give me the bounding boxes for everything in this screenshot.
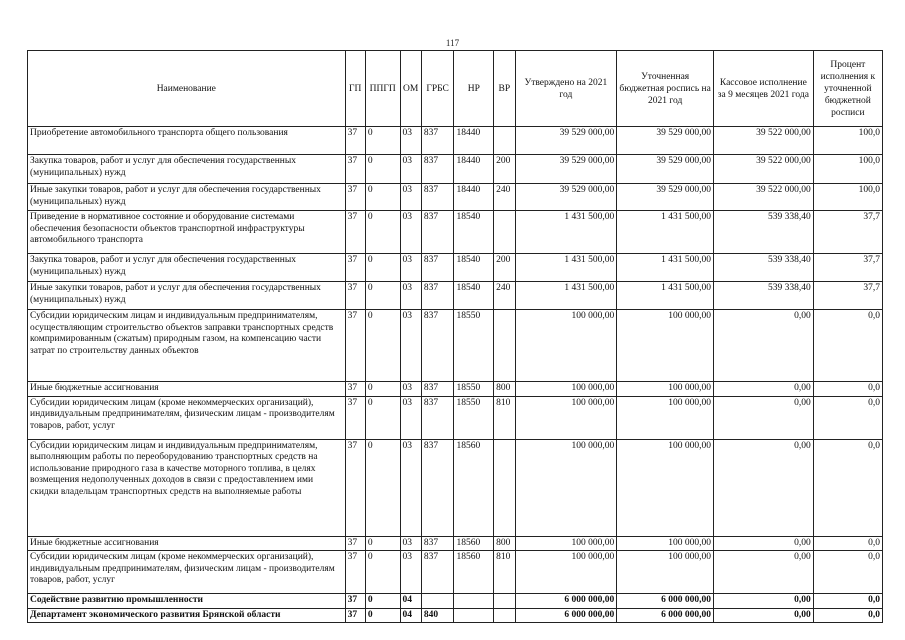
cell-cash: 539 338,40 [713, 282, 813, 310]
cell-approved: 100 000,00 [515, 310, 617, 382]
cell-om: 03 [400, 551, 421, 594]
table-row [28, 310, 883, 382]
cell-cash: 39 522 000,00 [713, 155, 813, 184]
cell-cash: 539 338,40 [713, 254, 813, 282]
table-row [28, 536, 883, 551]
cell-specified: 39 529 000,00 [617, 127, 714, 155]
table-row [28, 608, 883, 623]
table-row [28, 155, 883, 184]
cell-om: 04 [400, 608, 421, 623]
cell-cash: 0,00 [713, 396, 813, 439]
cell-percent: 100,0 [813, 127, 882, 155]
cell-specified: 6 000 000,00 [617, 594, 714, 609]
cell-om: 04 [400, 594, 421, 609]
cell-specified: 100 000,00 [617, 396, 714, 439]
cell-nr: 18560 [454, 536, 494, 551]
cell-ppgp: 0 [365, 211, 400, 254]
cell-gp: 37 [345, 310, 365, 382]
table-row [28, 551, 883, 594]
cell-name: Иные закупки товаров, работ и услуг для обеспечения государственных (муниципальных) нужд [28, 282, 346, 310]
cell-specified: 39 529 000,00 [617, 155, 714, 184]
cell-grbs: 837 [421, 254, 454, 282]
table-row [28, 127, 883, 155]
cell-percent: 0,0 [813, 608, 882, 623]
cell-percent: 0,0 [813, 536, 882, 551]
cell-approved: 39 529 000,00 [515, 184, 617, 211]
cell-vr: 200 [494, 254, 515, 282]
cell-ppgp: 0 [365, 127, 400, 155]
cell-cash: 0,00 [713, 608, 813, 623]
cell-grbs: 837 [421, 155, 454, 184]
table-row [28, 211, 883, 254]
cell-vr: 240 [494, 184, 515, 211]
header-specified: Уточненная бюджетная роспись на 2021 год [617, 51, 714, 127]
cell-ppgp: 0 [365, 536, 400, 551]
cell-approved: 100 000,00 [515, 439, 617, 536]
cell-cash: 0,00 [713, 594, 813, 609]
cell-grbs: 837 [421, 382, 454, 397]
cell-name: Содействие развитию промышленности [28, 594, 346, 609]
cell-specified: 6 000 000,00 [617, 608, 714, 623]
table-row [28, 184, 883, 211]
page-number: 117 [445, 38, 460, 48]
cell-cash: 0,00 [713, 382, 813, 397]
header-ppgp: ППГП [365, 51, 400, 127]
cell-vr: 800 [494, 382, 515, 397]
cell-cash: 39 522 000,00 [713, 127, 813, 155]
cell-ppgp: 0 [365, 382, 400, 397]
cell-percent: 0,0 [813, 382, 882, 397]
cell-om: 03 [400, 184, 421, 211]
cell-nr: 18550 [454, 396, 494, 439]
cell-percent: 100,0 [813, 155, 882, 184]
table-row [28, 396, 883, 439]
cell-grbs: 837 [421, 282, 454, 310]
cell-approved: 6 000 000,00 [515, 594, 617, 609]
cell-nr: 18550 [454, 382, 494, 397]
cell-specified: 39 529 000,00 [617, 184, 714, 211]
cell-vr [494, 127, 515, 155]
cell-ppgp: 0 [365, 439, 400, 536]
cell-om: 03 [400, 155, 421, 184]
cell-vr: 810 [494, 396, 515, 439]
cell-vr: 800 [494, 536, 515, 551]
cell-ppgp: 0 [365, 396, 400, 439]
cell-approved: 6 000 000,00 [515, 608, 617, 623]
cell-name: Субсидии юридическим лицам (кроме некоммерческих организаций), индивидуальным предпринимателям, физическим лицам - производителям товаров, работ, услуг [28, 551, 346, 594]
cell-cash: 0,00 [713, 439, 813, 536]
cell-gp: 37 [345, 155, 365, 184]
cell-percent: 0,0 [813, 396, 882, 439]
cell-om: 03 [400, 439, 421, 536]
cell-name: Закупка товаров, работ и услуг для обеспечения государственных (муниципальных) нужд [28, 254, 346, 282]
cell-percent: 0,0 [813, 439, 882, 536]
cell-gp: 37 [345, 254, 365, 282]
cell-om: 03 [400, 254, 421, 282]
cell-nr: 18440 [454, 184, 494, 211]
cell-specified: 100 000,00 [617, 382, 714, 397]
cell-name: Субсидии юридическим лицам и индивидуальным предпринимателям, осуществляющим строительство объектов заправки транспортных средств компримированным (сжатым) природным газом, на компенсацию части затрат по строительству данных объектов [28, 310, 346, 382]
cell-nr: 18440 [454, 127, 494, 155]
header-approved: Утверждено на 2021 год [515, 51, 617, 127]
cell-vr [494, 439, 515, 536]
cell-om: 03 [400, 282, 421, 310]
cell-grbs: 837 [421, 310, 454, 382]
cell-percent: 0,0 [813, 594, 882, 609]
cell-vr [494, 310, 515, 382]
cell-grbs: 837 [421, 184, 454, 211]
cell-cash: 39 522 000,00 [713, 184, 813, 211]
cell-gp: 37 [345, 439, 365, 536]
table-row [28, 594, 883, 609]
cell-grbs: 837 [421, 551, 454, 594]
header-om: ОМ [400, 51, 421, 127]
cell-cash: 0,00 [713, 310, 813, 382]
cell-nr: 18560 [454, 551, 494, 594]
header-vr: ВР [494, 51, 515, 127]
header-gp: ГП [345, 51, 365, 127]
cell-grbs: 837 [421, 396, 454, 439]
cell-grbs: 837 [421, 211, 454, 254]
cell-ppgp: 0 [365, 594, 400, 609]
cell-nr [454, 608, 494, 623]
cell-ppgp: 0 [365, 310, 400, 382]
cell-approved: 100 000,00 [515, 536, 617, 551]
cell-name: Приобретение автомобильного транспорта общего пользования [28, 127, 346, 155]
cell-name: Субсидии юридическим лицам (кроме некоммерческих организаций), индивидуальным предпринимателям, физическим лицам - производителям товаров, работ, услуг [28, 396, 346, 439]
cell-gp: 37 [345, 536, 365, 551]
cell-vr [494, 608, 515, 623]
table-row [28, 254, 883, 282]
budget-table [27, 50, 883, 623]
cell-approved: 1 431 500,00 [515, 211, 617, 254]
cell-specified: 1 431 500,00 [617, 211, 714, 254]
cell-ppgp: 0 [365, 608, 400, 623]
cell-grbs: 837 [421, 536, 454, 551]
cell-cash: 539 338,40 [713, 211, 813, 254]
cell-cash: 0,00 [713, 551, 813, 594]
cell-percent: 100,0 [813, 184, 882, 211]
cell-specified: 1 431 500,00 [617, 282, 714, 310]
cell-gp: 37 [345, 184, 365, 211]
cell-approved: 100 000,00 [515, 551, 617, 594]
cell-name: Иные закупки товаров, работ и услуг для обеспечения государственных (муниципальных) нужд [28, 184, 346, 211]
cell-specified: 100 000,00 [617, 310, 714, 382]
cell-vr: 240 [494, 282, 515, 310]
cell-ppgp: 0 [365, 551, 400, 594]
cell-percent: 37,7 [813, 282, 882, 310]
cell-gp: 37 [345, 211, 365, 254]
cell-specified: 1 431 500,00 [617, 254, 714, 282]
cell-vr: 810 [494, 551, 515, 594]
cell-name: Субсидии юридическим лицам и индивидуальным предпринимателям, выполняющим работы по переоборудованию транспортных средств на использование природного газа в качестве моторного топлива, в целях возмещения недополученных доходов в связи с предоставлением ими скидки владельцам транспортных средств на выполняемые работы [28, 439, 346, 536]
cell-om: 03 [400, 382, 421, 397]
header-nr: НР [454, 51, 494, 127]
cell-nr: 18540 [454, 282, 494, 310]
cell-cash: 0,00 [713, 536, 813, 551]
cell-name: Иные бюджетные ассигнования [28, 536, 346, 551]
cell-ppgp: 0 [365, 254, 400, 282]
cell-ppgp: 0 [365, 155, 400, 184]
cell-nr: 18540 [454, 211, 494, 254]
cell-specified: 100 000,00 [617, 439, 714, 536]
table-header-row [28, 51, 883, 127]
cell-approved: 100 000,00 [515, 382, 617, 397]
table-row [28, 382, 883, 397]
cell-nr: 18440 [454, 155, 494, 184]
table-row [28, 439, 883, 536]
cell-vr [494, 594, 515, 609]
cell-gp: 37 [345, 594, 365, 609]
cell-om: 03 [400, 211, 421, 254]
header-name: Наименование [28, 51, 346, 127]
cell-ppgp: 0 [365, 184, 400, 211]
header-cash: Кассовое исполнение за 9 месяцев 2021 года [713, 51, 813, 127]
cell-om: 03 [400, 310, 421, 382]
cell-name: Департамент экономического развития Брянской области [28, 608, 346, 623]
cell-grbs: 840 [421, 608, 454, 623]
cell-percent: 37,7 [813, 254, 882, 282]
cell-ppgp: 0 [365, 282, 400, 310]
cell-approved: 1 431 500,00 [515, 254, 617, 282]
cell-approved: 100 000,00 [515, 396, 617, 439]
cell-approved: 39 529 000,00 [515, 127, 617, 155]
cell-gp: 37 [345, 396, 365, 439]
cell-gp: 37 [345, 127, 365, 155]
cell-om: 03 [400, 127, 421, 155]
cell-percent: 0,0 [813, 551, 882, 594]
cell-name: Закупка товаров, работ и услуг для обеспечения государственных (муниципальных) нужд [28, 155, 346, 184]
cell-grbs: 837 [421, 439, 454, 536]
cell-percent: 0,0 [813, 310, 882, 382]
cell-nr [454, 594, 494, 609]
cell-name: Иные бюджетные ассигнования [28, 382, 346, 397]
header-grbs: ГРБС [421, 51, 454, 127]
cell-nr: 18540 [454, 254, 494, 282]
cell-approved: 39 529 000,00 [515, 155, 617, 184]
cell-nr: 18550 [454, 310, 494, 382]
cell-name: Приведение в нормативное состояние и оборудование системами обеспечения безопасности объектов транспортной инфраструктуры автомобильного транспорта [28, 211, 346, 254]
cell-gp: 37 [345, 382, 365, 397]
cell-om: 03 [400, 396, 421, 439]
cell-grbs [421, 594, 454, 609]
cell-grbs: 837 [421, 127, 454, 155]
cell-om: 03 [400, 536, 421, 551]
cell-vr: 200 [494, 155, 515, 184]
table-row [28, 282, 883, 310]
cell-gp: 37 [345, 282, 365, 310]
cell-percent: 37,7 [813, 211, 882, 254]
cell-specified: 100 000,00 [617, 551, 714, 594]
cell-gp: 37 [345, 608, 365, 623]
cell-specified: 100 000,00 [617, 536, 714, 551]
cell-vr [494, 211, 515, 254]
cell-nr: 18560 [454, 439, 494, 536]
cell-gp: 37 [345, 551, 365, 594]
cell-approved: 1 431 500,00 [515, 282, 617, 310]
header-percent: Процент исполнения к уточненной бюджетной росписи [813, 51, 882, 127]
